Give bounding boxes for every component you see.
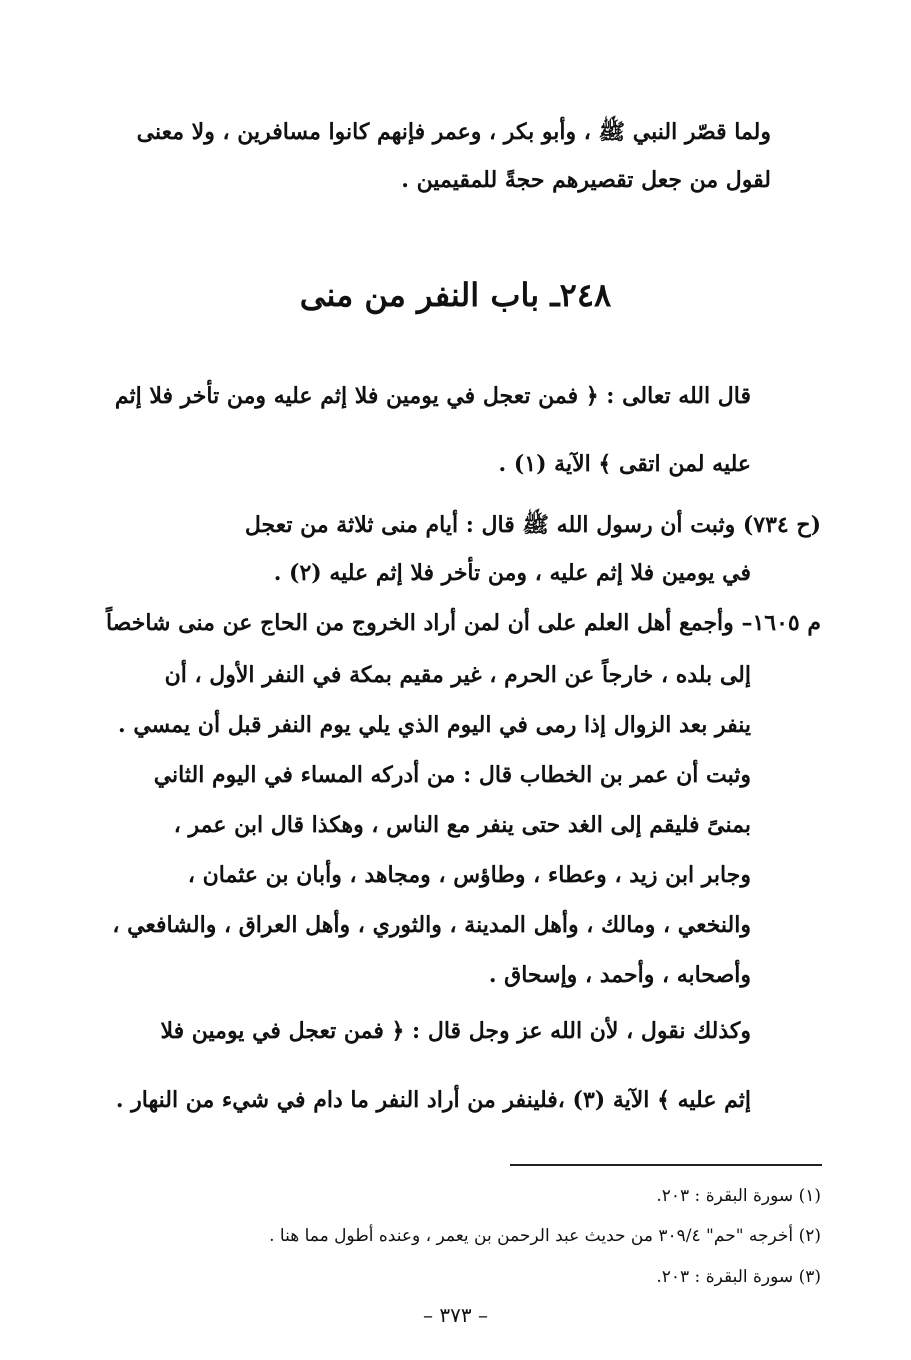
conclusion-line-1: وكذلك نقول ، لأن الله عز وجل قال : ﴿ فمن تعجل في يومين فلا: [160, 1018, 751, 1044]
intro-line-1: ولما قصّر النبي ﷺ ، وأبو بكر ، وعمر فإنهم كانوا مسافرين ، ولا معنى: [136, 119, 771, 145]
masala-line-5: بمنىً فليقم إلى الغد حتى ينفر مع الناس ، وهكذا قال ابن عمر ،: [173, 812, 751, 838]
hadith-line-2: في يومين فلا إثم عليه ، ومن تأخر فلا إثم عليه (٢) .: [273, 560, 751, 586]
footnote-text: سورة البقرة : ٢٠٣.: [656, 1186, 794, 1206]
hadith-line-1: (ح ٧٣٤) وثبت أن رسول الله ﷺ قال : أيام منى ثلاثة من تعجل: [244, 512, 821, 538]
masala-line-6: وجابر ابن زيد ، وعطاء ، وطاؤس ، ومجاهد ، وأبان بن عثمان ،: [187, 862, 751, 888]
footnote-marker: (٢): [798, 1226, 821, 1246]
masala-line-3: ينفر بعد الزوال إذا رمى في اليوم الذي يلي يوم النفر قبل أن يمسي .: [118, 712, 751, 738]
footnote-1: [656, 1181, 821, 1211]
footnote-text: سورة البقرة : ٢٠٣.: [656, 1267, 794, 1287]
intro-line-2: لقول من جعل تقصيرهم حجةً للمقيمين .: [401, 167, 771, 193]
chapter-title: ٢٤٨ـ باب النفر من منى: [299, 276, 612, 314]
footnote-2: [269, 1221, 821, 1251]
footnote-text: أخرجه "حم" ٣٠٩/٤ من حديث عبد الرحمن بن يعمر ، وعنده أطول مما هنا .: [269, 1226, 794, 1246]
footnote-marker: (٣): [798, 1267, 821, 1287]
conclusion-line-2: إثم عليه ﴾ الآية (٣) ،فلينفر من أراد النفر ما دام في شيء من النهار .: [115, 1087, 751, 1113]
masala-line-4: وثبت أن عمر بن الخطاب قال : من أدركه المساء في اليوم الثاني: [153, 762, 751, 788]
footnote-3: [656, 1262, 821, 1292]
masala-line-1: م ١٦٠٥– وأجمع أهل العلم على أن لمن أراد الخروج من الحاج عن منى شاخصاً: [105, 610, 821, 636]
footnote-separator: [510, 1164, 822, 1166]
footnote-marker: (١): [798, 1186, 821, 1206]
verse-line-1: قال الله تعالى : ﴿ فمن تعجل في يومين فلا إثم عليه ومن تأخر فلا إثم: [114, 383, 751, 409]
masala-line-2: إلى بلده ، خارجاً عن الحرم ، غير مقيم بمكة في النفر الأول ، أن: [164, 662, 751, 688]
page-number: – ٣٧٣ –: [423, 1303, 488, 1327]
masala-line-8: وأصحابه ، وأحمد ، وإسحاق .: [488, 962, 751, 988]
verse-line-2: عليه لمن اتقى ﴾ الآية (١) .: [498, 451, 751, 477]
masala-line-7: والنخعي ، ومالك ، وأهل المدينة ، والثوري ، وأهل العراق ، والشافعي ،: [112, 912, 751, 938]
